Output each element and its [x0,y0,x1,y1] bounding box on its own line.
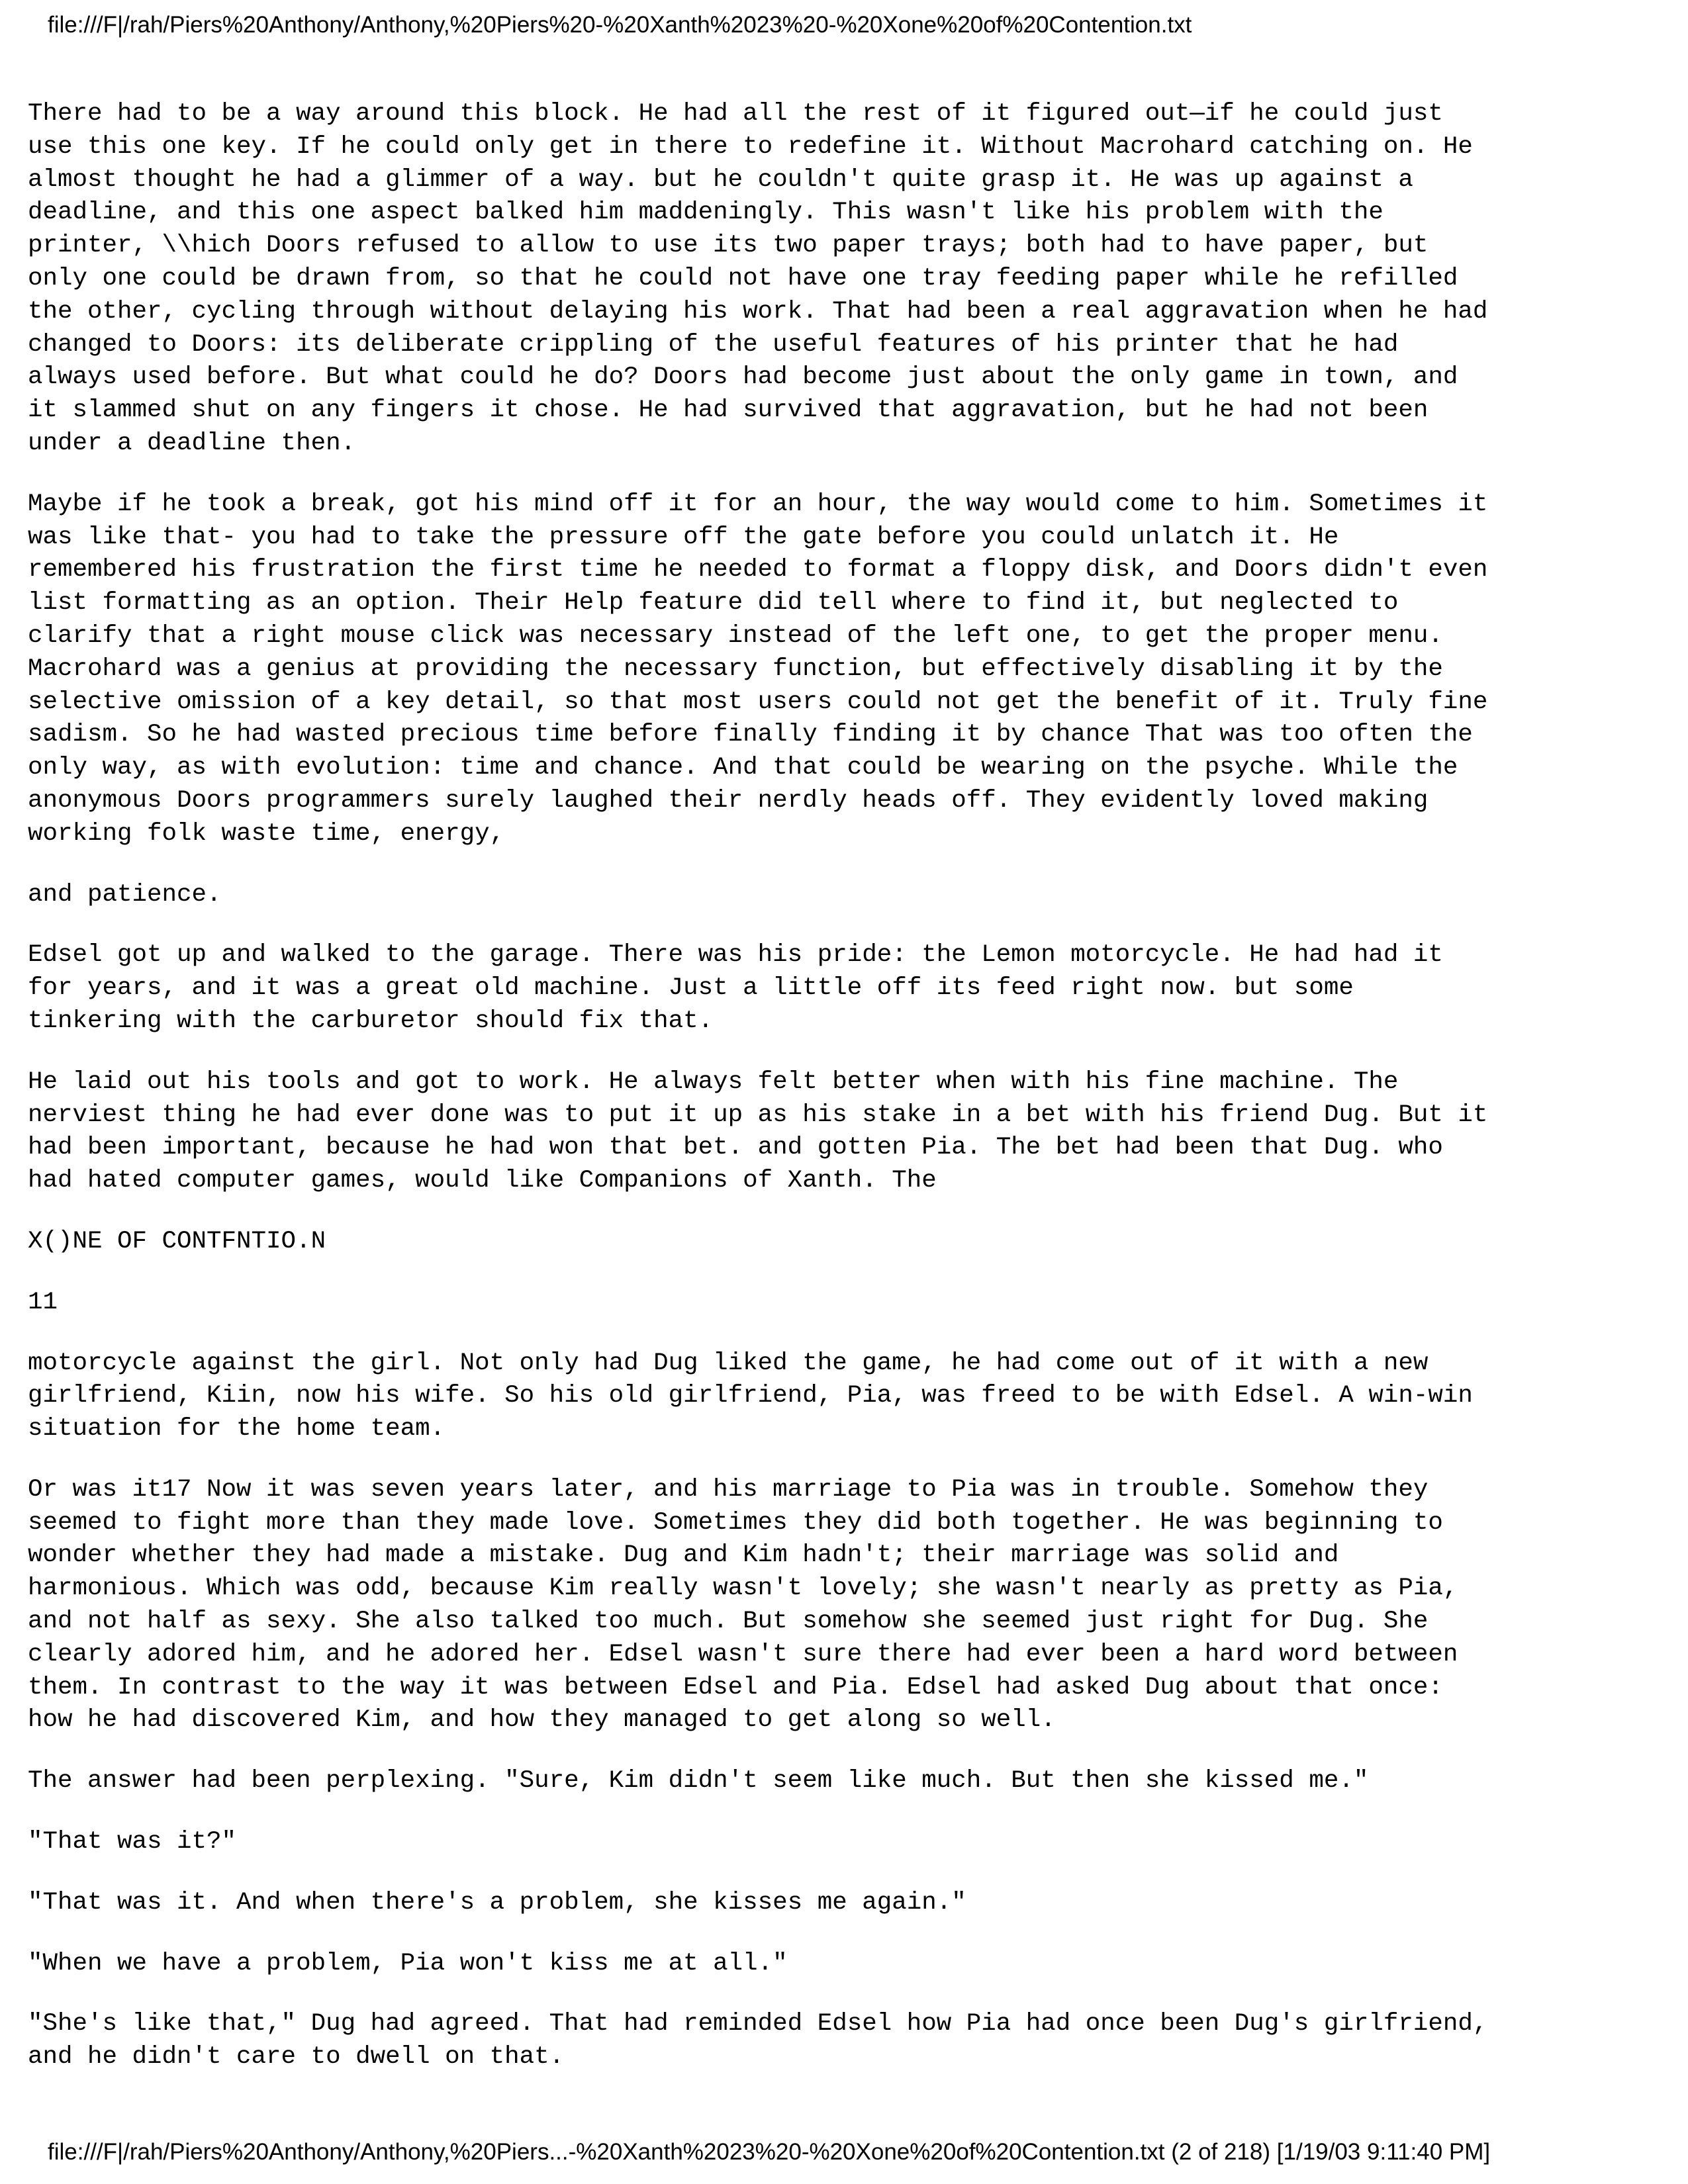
document-body [28,98,1663,2102]
paragraph: motorcycle against the girl. Not only had Dug liked the game, he had come out of it with a new girlfriend, Kiin, now his wife. So his old girlfriend, Pia, was freed to be with Edsel. A win-win situation for the home team. [28,1349,1473,1443]
paragraph: There had to be a way around this block. He had all the rest of it figured out—if he could just use this one key. If he could only get in there to redefine it. Without Macrohard catching on. He almost thought he had a glimmer of a way. but he couldn't quite grasp it. He was up against a deadline, and this one aspect balked him maddeningly. This wasn't like his problem with the printer, \\hich Doors refused to allow to use its two paper trays; both had to have paper, but only one could be drawn from, so that he could not have one tray feeding paper while he refilled the other, cycling through without delaying his work. That had been a real aggravation when he had changed to Doors: its deliberate crippling of the useful features of his printer that he had always used before. But what could he do? Doors had become just about the only game in town, and it slammed shut on any fingers it chose. He had survived that aggravation, but he had not been under a deadline then. [28,100,1488,457]
paragraph: and patience. [28,880,222,909]
page-number: 11 [28,1288,58,1316]
paragraph: "That was it. And when there's a problem, she kisses me again." [28,1888,966,1917]
running-header: X()NE OF CONTFNTIO.N [28,1227,326,1255]
paragraph: Or was it17 Now it was seven years later, and his marriage to Pia was in trouble. Somehow they seemed to fight more than they made love. Sometimes they did both together. He was beginning to wonder whether they had made a mistake. Dug and Kim hadn't; their marriage was solid and harmonious. Which was odd, because Kim really wasn't lovely; she wasn't nearly as pretty as Pia, and not half as sexy. She also talked too much. But somehow she seemed just right for Dug. She clearly adored him, and he adored her. Edsel wasn't sure there had ever been a hard word between them. In contrast to the way it was between Edsel and Pia. Edsel had asked Dug about that once: how he had discovered Kim, and how they managed to get along so well. [28,1475,1458,1735]
paragraph: "When we have a problem, Pia won't kiss me at all." [28,1949,788,1978]
paragraph: The answer had been perplexing. "Sure, Kim didn't seem like much. But then she kissed me." [28,1767,1369,1796]
page-header-url: file:///F|/rah/Piers%20Anthony/Anthony,%20Piers%20-%20Xanth%2023%20-%20Xone%20of%20Contention.txt [48,12,1192,38]
paragraph: Maybe if he took a break, got his mind off it for an hour, the way would come to him. Sometimes it was like that- you had to take the pressure off the gate before you could unlatch it. He remembered his frustration the first time he needed to format a floppy disk, and Doors didn't even list formatting as an option. Their Help feature did tell where to find it, but neglected to clarify that a right mouse click was necessary instead of the left one, to get the proper menu. Macrohard was a genius at providing the necessary function, but effectively disabling it by the selective omission of a key detail, so that most users could not get the benefit of it. Truly fine sadism. So he had wasted precious time before finally finding it by chance That was too often the only way, as with evolution: time and chance. And that could be wearing on the psyche. While the anonymous Doors programmers surely laughed their nerdly heads off. They evidently loved making working folk waste time, energy, [28,490,1488,848]
paragraph: "She's like that," Dug had agreed. That had reminded Edsel how Pia had once been Dug's girlfriend, and he didn't care to dwell on that. [28,2010,1488,2071]
paragraph: He laid out his tools and got to work. He always felt better when with his fine machine. The nerviest thing he had ever done was to put it up as his stake in a bet with his friend Dug. But it had been important, because he had won that bet. and gotten Pia. The bet had been that Dug. who had hated computer games, would like Companions of Xanth. The [28,1068,1488,1195]
page-footer-url: file:///F|/rah/Piers%20Anthony/Anthony,%20Piers...-%20Xanth%2023%20-%20Xone%20of%20Contention.txt (2 of 218) [1/19/03 9:11:40 PM] [48,2139,1491,2165]
paragraph: Edsel got up and walked to the garage. There was his pride: the Lemon motorcycle. He had had it for years, and it was a great old machine. Just a little off its feed right now. but some tinkering with the carburetor should fix that. [28,941,1443,1035]
paragraph: "That was it?" [28,1828,237,1856]
